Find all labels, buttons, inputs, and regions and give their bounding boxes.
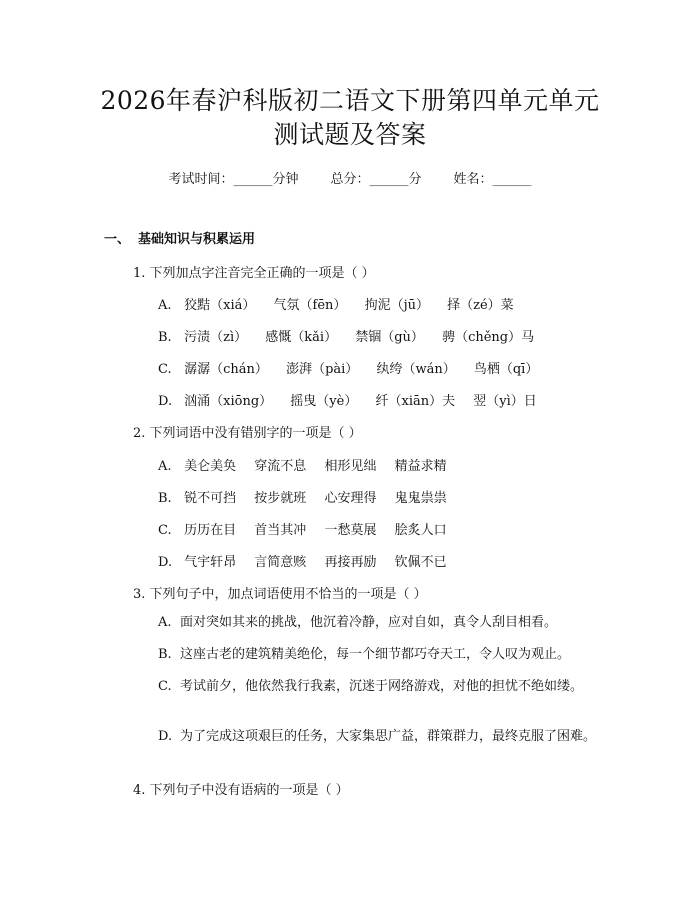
q3-option-a <box>133 609 603 637</box>
q2-option-b <box>158 487 461 506</box>
option-item: 历历在目 <box>184 523 237 538</box>
option-item: 心安理得 <box>324 491 377 506</box>
option-item: 脍炙人口 <box>394 523 447 538</box>
option-item: 穿流不息 <box>254 459 307 474</box>
exam-score: 总分：______分 <box>330 172 422 187</box>
q2-option-a <box>158 455 461 474</box>
option-item: 狡黠（xiá） <box>184 298 256 313</box>
option-label: B. <box>158 647 172 662</box>
option-text: 这座古老的建筑精美绝伦，每一个细节都巧夺天工，令人叹为观止。 <box>180 647 571 662</box>
option-item: 禁锢（gù） <box>355 330 424 345</box>
option-label: C. <box>158 362 172 377</box>
q3-option-d <box>133 723 603 751</box>
option-label: A. <box>158 615 172 630</box>
option-item: 鸟栖（qī） <box>473 362 539 377</box>
option-label: D. <box>158 394 173 409</box>
option-label: B. <box>158 330 172 345</box>
option-item: 美仑美奂 <box>184 459 237 474</box>
option-item: 相形见绌 <box>324 459 377 474</box>
section-heading <box>104 228 255 247</box>
q2-option-c <box>158 519 461 538</box>
option-label: A. <box>158 459 172 474</box>
section-number: 一、 <box>104 232 131 247</box>
q3-option-c <box>133 673 603 701</box>
document-title-line2: 测试题及答案 <box>273 120 427 149</box>
question-3-stem: 3. 下列句子中，加点词语使用不恰当的一项是（ ） <box>133 587 427 602</box>
q3-option-b <box>133 641 603 669</box>
option-text: 面对突如其来的挑战，他沉着冷静，应对自如，真令人刮目相看。 <box>180 615 558 630</box>
option-item: 气氛（fēn） <box>273 298 347 313</box>
option-item: 澎湃（pài） <box>286 362 359 377</box>
option-item: 再接再励 <box>324 555 377 570</box>
option-label: A. <box>158 298 172 313</box>
option-item: 首当其冲 <box>254 523 307 538</box>
option-item: 拘泥（jū） <box>364 298 429 313</box>
exam-name: 姓名：______ <box>453 172 532 187</box>
option-item: 翌（yì）日 <box>473 394 537 409</box>
option-item: 按步就班 <box>254 491 307 506</box>
option-item: 纨绔（wán） <box>376 362 456 377</box>
option-item: 言简意赅 <box>254 555 307 570</box>
option-label: C. <box>158 679 172 694</box>
option-label: D. <box>158 555 173 570</box>
question-1-stem: 1. 下列加点字注音完全正确的一项是（ ） <box>133 266 375 281</box>
q2-option-d <box>158 551 461 570</box>
option-item: 摇曳（yè） <box>290 394 358 409</box>
option-item: 骋（chěng）马 <box>442 330 535 345</box>
option-item: 钦佩不已 <box>394 555 447 570</box>
section-label: 基础知识与积累运用 <box>138 232 256 247</box>
option-item: 纤（xiān）夫 <box>375 394 456 409</box>
q1-option-b <box>158 326 548 345</box>
option-item: 感慨（kǎi） <box>265 330 338 345</box>
option-text: 为了完成这项艰巨的任务，大家集思广益，群策群力，最终克服了困难。 <box>180 729 597 744</box>
exam-time: 考试时间：______分钟 <box>168 172 299 187</box>
option-label: D. <box>158 729 173 744</box>
q1-option-d <box>158 390 551 409</box>
option-label: C. <box>158 523 172 538</box>
q1-option-c <box>158 358 552 377</box>
exam-meta <box>0 168 700 187</box>
option-item: 精益求精 <box>394 459 447 474</box>
option-item: 锐不可挡 <box>184 491 237 506</box>
option-item: 择（zé）菜 <box>447 298 514 313</box>
option-item: 污渍（zì） <box>184 330 248 345</box>
option-item: 汹涌（xiōng） <box>184 394 273 409</box>
option-item: 一愁莫展 <box>324 523 377 538</box>
question-4-stem: 4. 下列句子中没有语病的一项是（ ） <box>133 783 349 798</box>
document-title-line1: 2026年春沪科版初二语文下册第四单元单元 <box>100 86 600 115</box>
question-2-stem: 2. 下列词语中没有错别字的一项是（ ） <box>133 426 362 441</box>
option-item: 气宇轩昂 <box>184 555 237 570</box>
option-item: 鬼鬼祟祟 <box>394 491 447 506</box>
option-item: 潺潺（chán） <box>184 362 268 377</box>
q1-option-a <box>158 294 528 313</box>
option-label: B. <box>158 491 172 506</box>
option-text: 考试前夕，他依然我行我素，沉迷于网络游戏，对他的担忧不绝如缕。 <box>180 679 584 694</box>
